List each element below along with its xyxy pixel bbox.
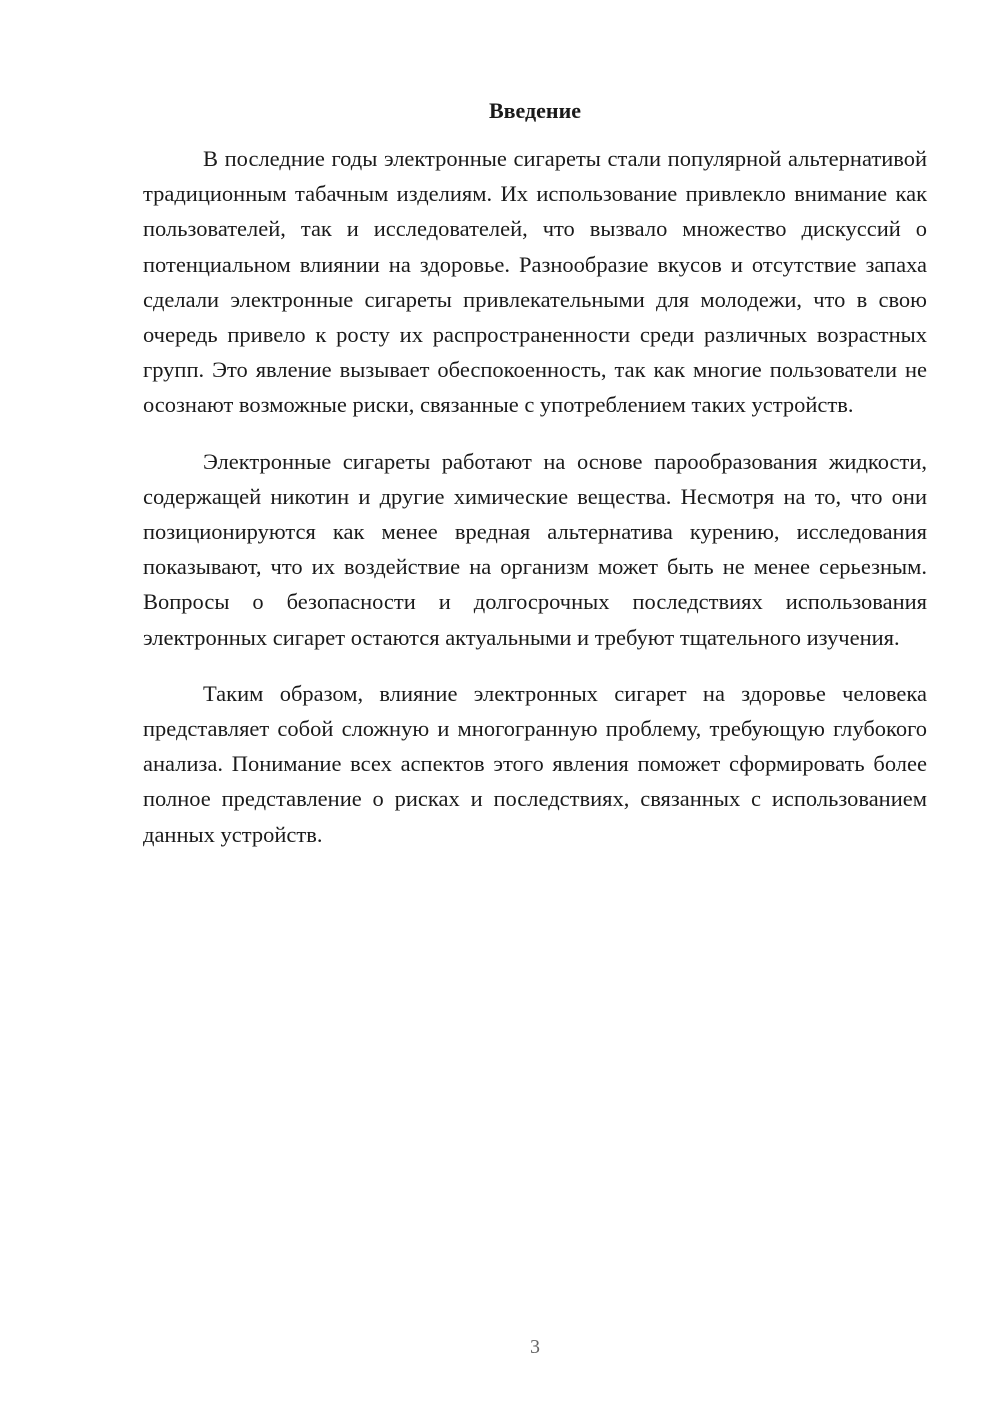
page-number: 3 (530, 1336, 540, 1358)
paragraph-1: В последние годы электронные сигареты стали популярной альтернативой традиционным табачным изделиям. Их использование привлекло внимание как пользователей, так и исследователей, что вызвало множество дискуссий о потенциальном влиянии на здоровье. Разнообразие вкусов и отсутствие запаха сделали электронные сигареты привлекательными для молодежи, что в свою очередь привело к росту их распространенности среди различных возрастных групп. Это явление вызывает обеспокоенность, так как многие пользователи не осознают возможные риски, связанные с употреблением таких устройств. (143, 146, 927, 418)
document-body (143, 141, 927, 852)
paragraph-2: Электронные сигареты работают на основе парообразования жидкости, содержащей никотин и другие химические вещества. Несмотря на то, что они позиционируются как менее вредная альтернатива курению, исследования показывают, что их воздействие на организм может быть не менее серьезным. Вопросы о безопасности и долгосрочных последствиях использования электронных сигарет остаются актуальными и требуют тщательного изучения. (143, 448, 927, 650)
section-heading: Введение (488, 98, 582, 123)
paragraph-3: Таким образом, влияние электронных сигарет на здоровье человека представляет собой сложную и многогранную проблему, требующую глубокого анализа. Понимание всех аспектов этого явления поможет сформировать более полное представление о рисках и последствиях, связанных с использованием данных устройств. (143, 680, 927, 847)
